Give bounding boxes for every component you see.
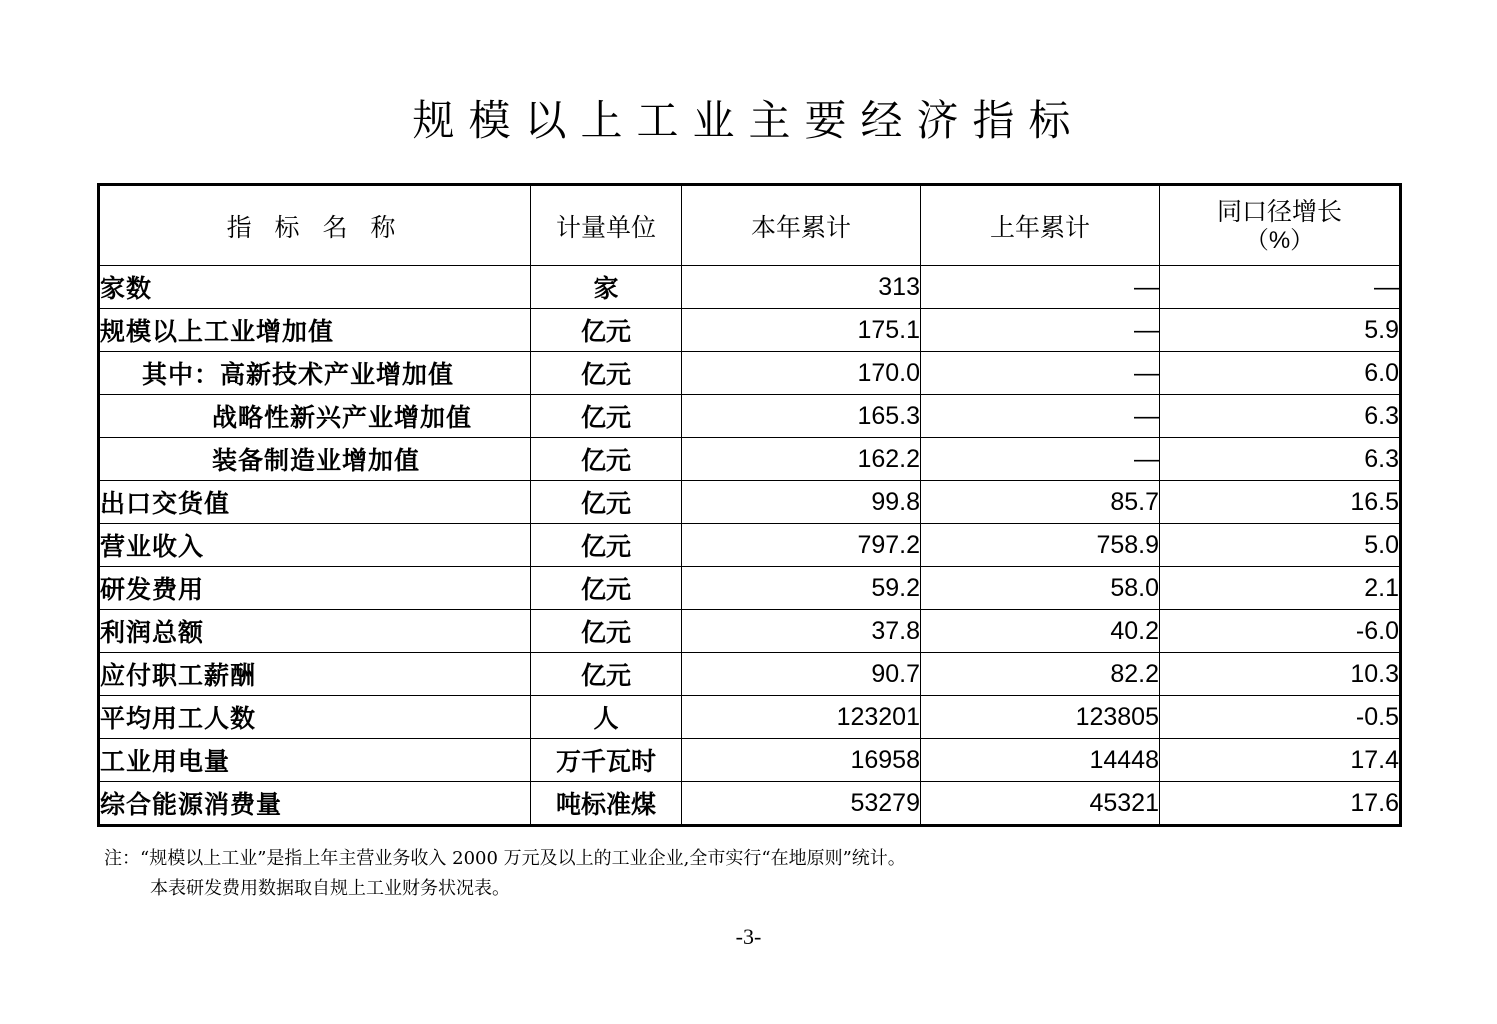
- row-growth: 5.0: [1160, 524, 1401, 567]
- header-current: 本年累计: [682, 185, 921, 266]
- row-previous: —: [921, 266, 1160, 309]
- row-previous: —: [921, 438, 1160, 481]
- row-current: 313: [682, 266, 921, 309]
- row-growth: 16.5: [1160, 481, 1401, 524]
- row-unit: 家: [531, 266, 682, 309]
- indicators-table: [97, 183, 1402, 827]
- row-previous: —: [921, 395, 1160, 438]
- row-current: 90.7: [682, 653, 921, 696]
- row-unit: 吨标准煤: [531, 782, 682, 826]
- table-row: [99, 352, 1401, 395]
- header-name: 指 标 名 称: [99, 185, 531, 266]
- table-header-row: [99, 185, 1401, 266]
- row-previous: 82.2: [921, 653, 1160, 696]
- row-growth: -0.5: [1160, 696, 1401, 739]
- table-row: [99, 524, 1401, 567]
- row-name: 综合能源消费量: [99, 782, 531, 826]
- row-name: 装备制造业增加值: [99, 438, 531, 481]
- table-row: [99, 653, 1401, 696]
- row-unit: 万千瓦时: [531, 739, 682, 782]
- row-unit: 亿元: [531, 309, 682, 352]
- header-growth: [1160, 185, 1401, 266]
- row-unit: 亿元: [531, 610, 682, 653]
- row-current: 797.2: [682, 524, 921, 567]
- row-unit: 人: [531, 696, 682, 739]
- row-name: 应付职工薪酬: [99, 653, 531, 696]
- row-previous: 85.7: [921, 481, 1160, 524]
- row-unit: 亿元: [531, 395, 682, 438]
- row-name: 研发费用: [99, 567, 531, 610]
- row-unit: 亿元: [531, 438, 682, 481]
- note-line-2: 本表研发费用数据取自规上工业财务状况表。: [150, 878, 510, 899]
- row-name: 其中：高新技术产业增加值: [99, 352, 531, 395]
- page-title: 规模以上工业主要经济指标: [412, 96, 1085, 145]
- row-previous: 758.9: [921, 524, 1160, 567]
- row-current: 165.3: [682, 395, 921, 438]
- row-current: 99.8: [682, 481, 921, 524]
- row-previous: 40.2: [921, 610, 1160, 653]
- row-current: 123201: [682, 696, 921, 739]
- row-current: 53279: [682, 782, 921, 826]
- table-row: [99, 739, 1401, 782]
- row-growth: 6.3: [1160, 438, 1401, 481]
- row-growth: —: [1160, 266, 1401, 309]
- note-line-1: 注：“规模以上工业”是指上年主营业务收入 2000 万元及以上的工业企业,全市实行“在地原则”统计。: [104, 848, 906, 869]
- row-growth: 6.3: [1160, 395, 1401, 438]
- table-row: [99, 567, 1401, 610]
- row-unit: 亿元: [531, 567, 682, 610]
- row-growth: 17.6: [1160, 782, 1401, 826]
- row-previous: 45321: [921, 782, 1160, 826]
- row-growth: 10.3: [1160, 653, 1401, 696]
- table-row: [99, 395, 1401, 438]
- row-growth: 2.1: [1160, 567, 1401, 610]
- row-previous: 123805: [921, 696, 1160, 739]
- row-name: 工业用电量: [99, 739, 531, 782]
- table-notes: [104, 844, 906, 904]
- table-row: [99, 266, 1401, 309]
- header-growth-label: 同口径增长: [1216, 197, 1342, 226]
- page-number: -3-: [735, 924, 762, 949]
- row-previous: 58.0: [921, 567, 1160, 610]
- row-name: 规模以上工业增加值: [99, 309, 531, 352]
- row-growth: 17.4: [1160, 739, 1401, 782]
- row-unit: 亿元: [531, 352, 682, 395]
- row-current: 162.2: [682, 438, 921, 481]
- row-unit: 亿元: [531, 653, 682, 696]
- row-name: 营业收入: [99, 524, 531, 567]
- row-name: 平均用工人数: [99, 696, 531, 739]
- row-unit: 亿元: [531, 524, 682, 567]
- table-row: [99, 782, 1401, 826]
- row-current: 59.2: [682, 567, 921, 610]
- row-current: 170.0: [682, 352, 921, 395]
- row-current: 16958: [682, 739, 921, 782]
- row-growth: 5.9: [1160, 309, 1401, 352]
- row-growth: -6.0: [1160, 610, 1401, 653]
- row-previous: —: [921, 309, 1160, 352]
- table-row: [99, 696, 1401, 739]
- header-unit: 计量单位: [531, 185, 682, 266]
- table-row: [99, 610, 1401, 653]
- row-current: 37.8: [682, 610, 921, 653]
- row-previous: 14448: [921, 739, 1160, 782]
- row-growth: 6.0: [1160, 352, 1401, 395]
- row-name: 家数: [99, 266, 531, 309]
- row-name: 出口交货值: [99, 481, 531, 524]
- row-name: 利润总额: [99, 610, 531, 653]
- header-growth-unit: （%）: [1244, 226, 1315, 254]
- table-row: [99, 438, 1401, 481]
- table-row: [99, 481, 1401, 524]
- row-previous: —: [921, 352, 1160, 395]
- row-name: 战略性新兴产业增加值: [99, 395, 531, 438]
- row-current: 175.1: [682, 309, 921, 352]
- row-unit: 亿元: [531, 481, 682, 524]
- header-previous: 上年累计: [921, 185, 1160, 266]
- table-row: [99, 309, 1401, 352]
